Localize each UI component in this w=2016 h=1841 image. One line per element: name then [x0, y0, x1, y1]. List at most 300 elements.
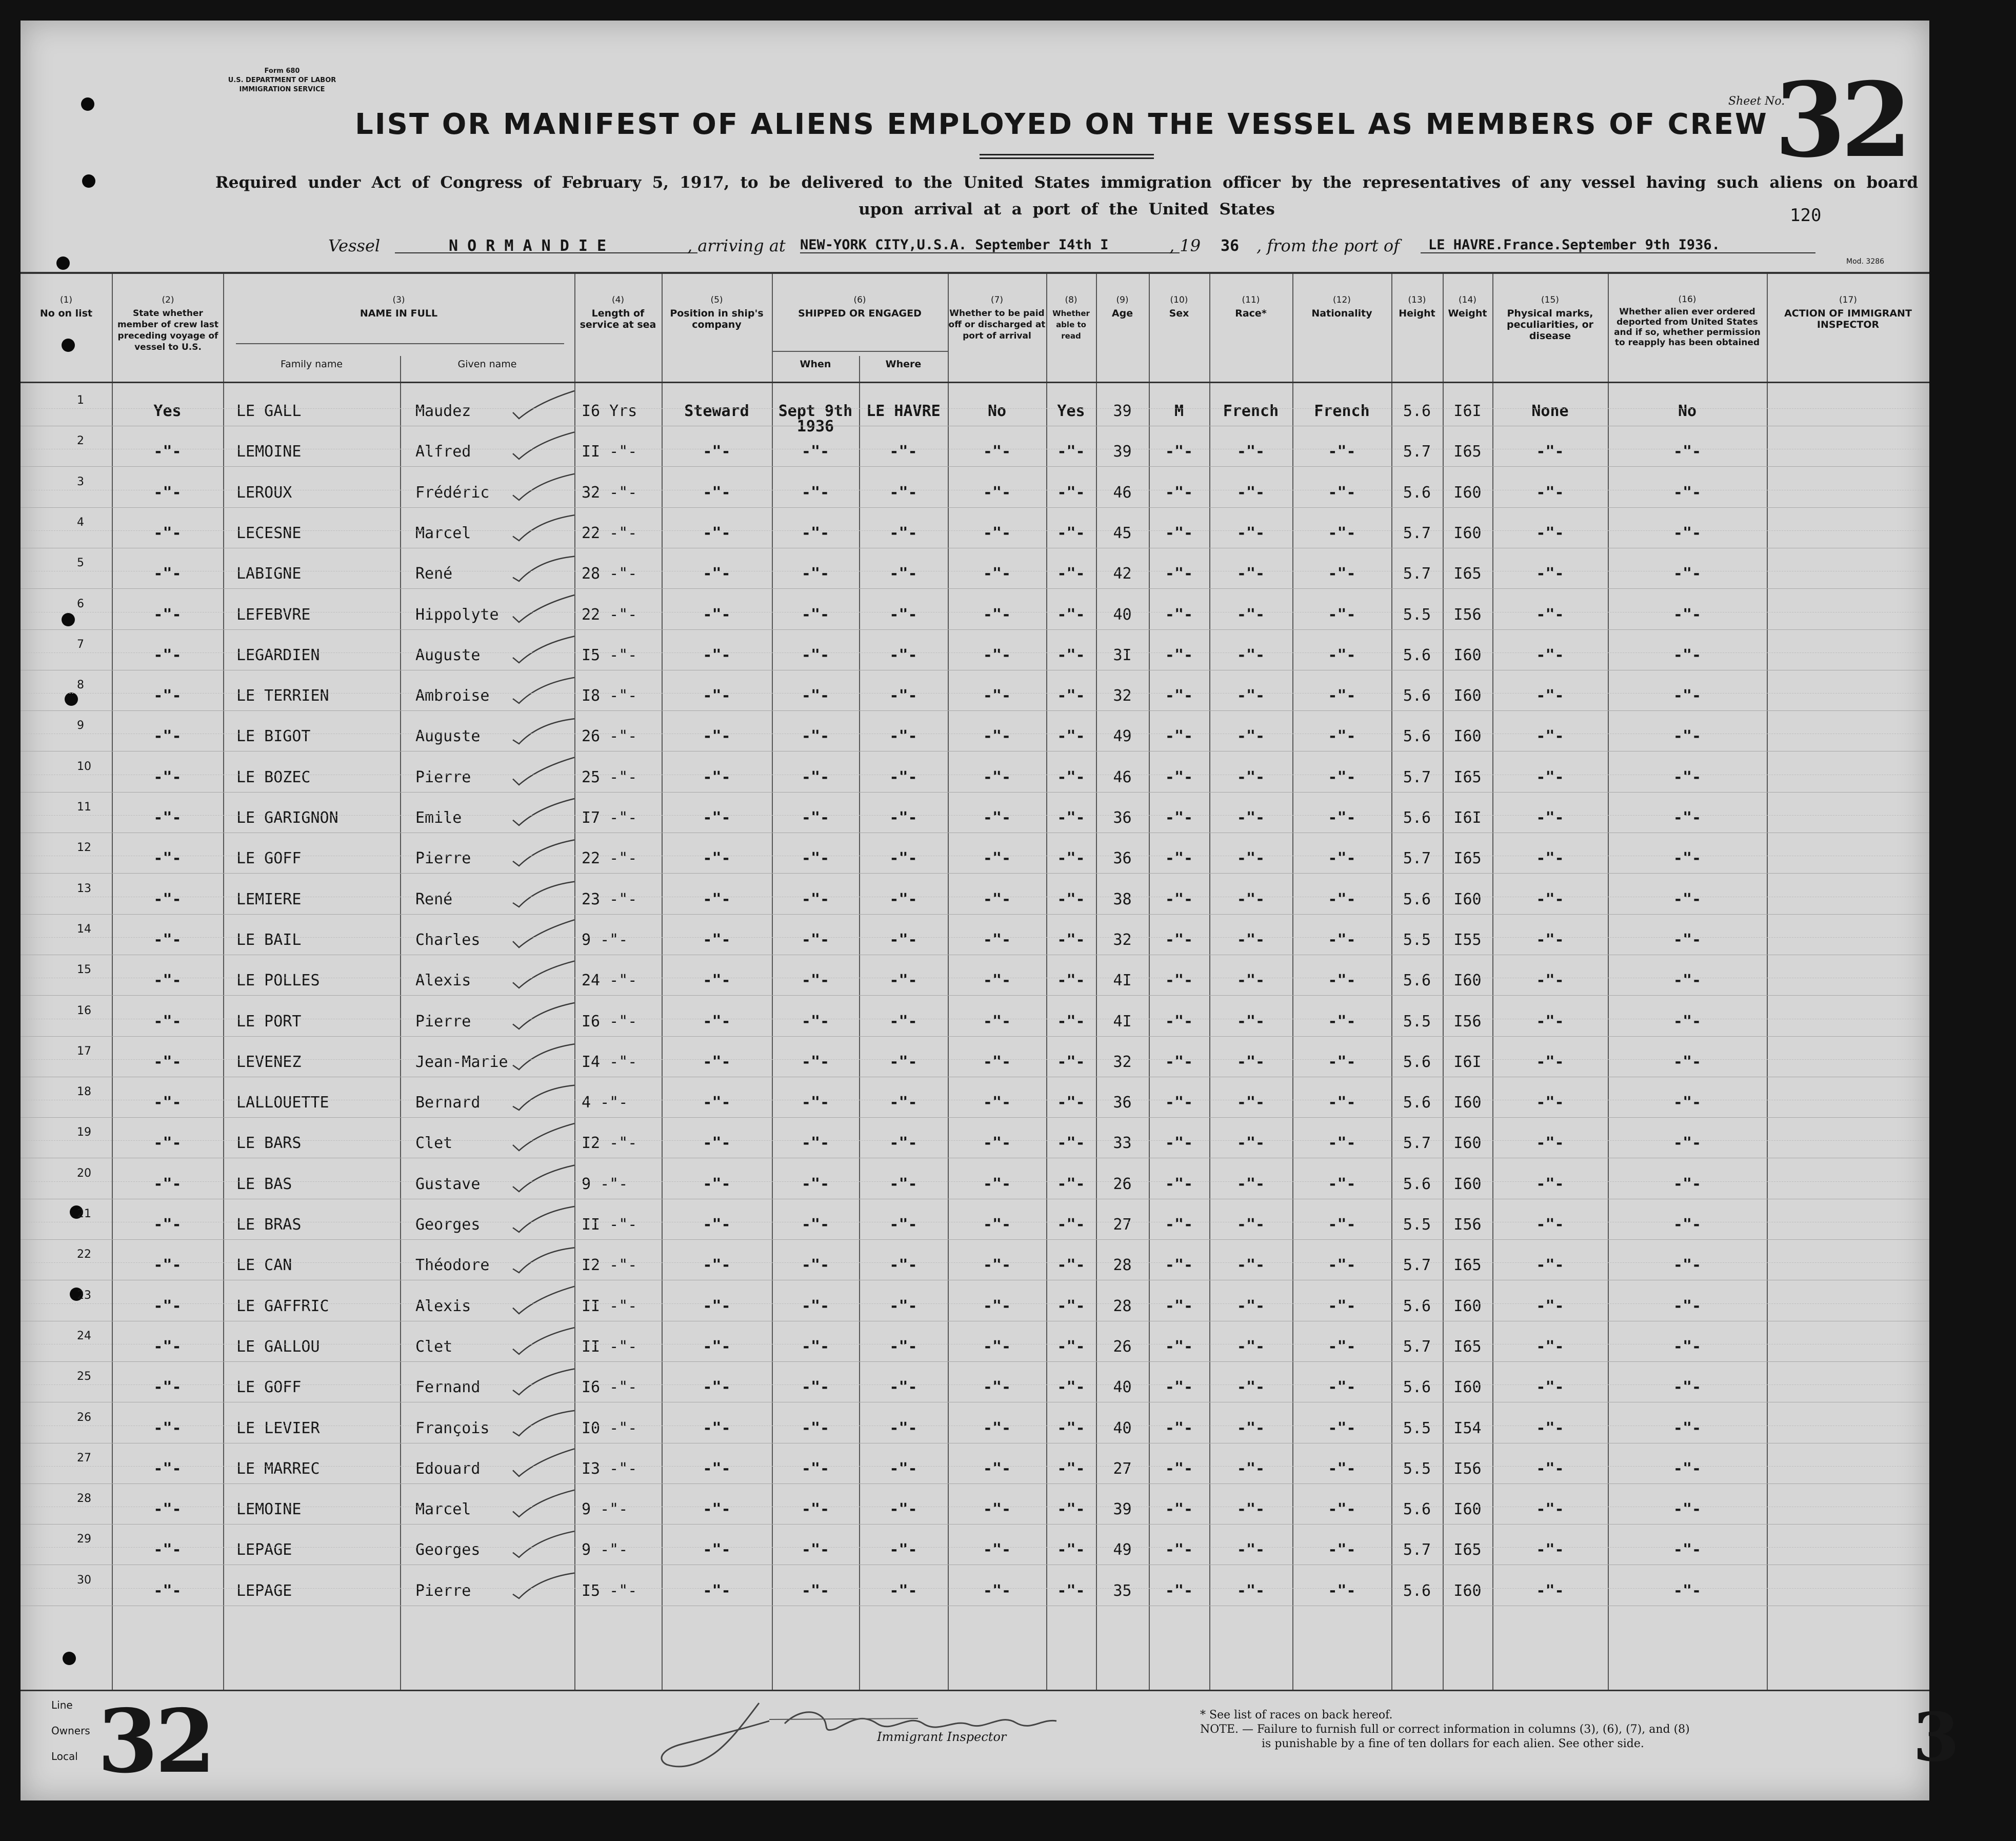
table-row	[21, 839, 1929, 880]
line-number: 28	[77, 1492, 91, 1506]
position: -"-	[703, 565, 731, 583]
length-of-service: 4 -"-	[582, 1094, 628, 1112]
position: -"-	[703, 1581, 731, 1600]
given-name: Fernand	[415, 1378, 481, 1397]
inspector-check-mark	[508, 1160, 580, 1196]
weight: I55	[1453, 931, 1482, 949]
weight: I60	[1453, 1581, 1482, 1600]
position: -"-	[703, 1094, 731, 1112]
able-to-read: -"-	[1057, 1053, 1085, 1071]
footnote-penalty-1: NOTE. — Failure to furnish full or correct information in columns (3), (6), (7), and (8)	[1200, 1723, 1690, 1736]
family-name: LECESNE	[236, 524, 302, 542]
family-name: LE PORT	[236, 1012, 302, 1031]
age: 42	[1113, 565, 1132, 583]
able-to-read: -"-	[1057, 727, 1085, 746]
header-age: (9) Age	[1111, 295, 1133, 319]
family-name: LE GALLOU	[236, 1337, 320, 1356]
physical-marks: -"-	[1536, 1094, 1564, 1112]
deportation-status: -"-	[1673, 565, 1702, 583]
previous-voyage: -"-	[153, 443, 182, 461]
height: 5.7	[1403, 1541, 1431, 1559]
shipped-where: -"-	[889, 849, 917, 868]
race: -"-	[1236, 1541, 1265, 1559]
nationality: -"-	[1328, 1541, 1356, 1559]
given-name: Alfred	[415, 443, 471, 461]
nationality: -"-	[1328, 1500, 1356, 1519]
shipped-when: -"-	[801, 849, 830, 868]
line-number: 19	[77, 1126, 91, 1139]
family-name: LEGARDIEN	[236, 646, 320, 664]
race: -"-	[1236, 1216, 1265, 1234]
nationality: -"-	[1328, 565, 1356, 583]
previous-voyage: -"-	[153, 890, 182, 908]
deportation-status: -"-	[1673, 890, 1702, 908]
year-suffix: 36	[1221, 237, 1240, 255]
previous-voyage: -"-	[153, 605, 182, 624]
able-to-read: -"-	[1057, 1134, 1085, 1153]
position: -"-	[703, 1297, 731, 1315]
paid-off: -"-	[983, 524, 1011, 542]
paid-off: No	[987, 402, 1007, 420]
table-row	[21, 961, 1929, 1002]
height: 5.6	[1403, 809, 1431, 827]
able-to-read: -"-	[1057, 605, 1085, 624]
table-row	[21, 799, 1929, 840]
age: 28	[1113, 1256, 1132, 1275]
given-name: Charles	[415, 931, 481, 949]
weight: I54	[1453, 1419, 1482, 1437]
shipped-when: -"-	[801, 890, 830, 908]
length-of-service: II -"-	[582, 443, 637, 461]
position: -"-	[703, 1337, 731, 1356]
previous-voyage: -"-	[153, 931, 182, 949]
deportation-status: No	[1678, 402, 1697, 420]
race: -"-	[1236, 1581, 1265, 1600]
service-name: IMMIGRATION SERVICE	[239, 86, 325, 93]
vessel-label: Vessel	[328, 236, 381, 255]
age: 27	[1113, 1216, 1132, 1234]
race: French	[1223, 402, 1279, 420]
nationality: -"-	[1328, 1297, 1356, 1315]
shipped-when: -"-	[801, 727, 830, 746]
weight: I56	[1453, 1216, 1482, 1234]
family-name: LEPAGE	[236, 1541, 292, 1559]
weight: I65	[1453, 1256, 1482, 1275]
deportation-status: -"-	[1673, 1378, 1702, 1397]
weight: I65	[1453, 1337, 1482, 1356]
table-row	[21, 921, 1929, 962]
age: 4I	[1113, 1012, 1132, 1031]
nationality: -"-	[1328, 972, 1356, 990]
form-number: Form 680	[264, 67, 300, 75]
sex: -"-	[1165, 1337, 1193, 1356]
previous-voyage: -"-	[153, 1216, 182, 1234]
age: 32	[1113, 687, 1132, 705]
paid-off: -"-	[983, 483, 1011, 502]
family-name: LE BARS	[236, 1134, 302, 1153]
shipped-where: -"-	[889, 1134, 917, 1153]
paid-off: -"-	[983, 931, 1011, 949]
inspector-check-mark	[508, 1526, 580, 1561]
shipped-where: -"-	[889, 524, 917, 542]
manifest-sheet	[21, 21, 1960, 1800]
inspector-check-mark	[508, 1241, 580, 1277]
shipped-when: -"-	[801, 1216, 830, 1234]
inspector-check-mark	[508, 834, 580, 870]
nationality: -"-	[1328, 605, 1356, 624]
able-to-read: -"-	[1057, 1459, 1085, 1478]
weight: I56	[1453, 1459, 1482, 1478]
length-of-service: I6 Yrs	[582, 402, 637, 420]
able-to-read: -"-	[1057, 1012, 1085, 1031]
sex: -"-	[1165, 483, 1193, 502]
shipped-when: -"-	[801, 1419, 830, 1437]
deportation-status: -"-	[1673, 443, 1702, 461]
table-row	[21, 758, 1929, 799]
deportation-status: -"-	[1673, 524, 1702, 542]
given-name: Pierre	[415, 849, 471, 868]
previous-voyage: -"-	[153, 1378, 182, 1397]
given-name: Clet	[415, 1337, 453, 1356]
sheet-label: Sheet No.	[1728, 95, 1785, 108]
length-of-service: 26 -"-	[582, 727, 637, 746]
height: 5.7	[1403, 565, 1431, 583]
physical-marks: -"-	[1536, 1500, 1564, 1519]
inspector-check-mark	[508, 1282, 580, 1318]
position: -"-	[703, 890, 731, 908]
age: 39	[1113, 402, 1132, 420]
shipped-where: -"-	[889, 768, 917, 786]
age: 28	[1113, 1297, 1132, 1315]
length-of-service: 22 -"-	[582, 849, 637, 868]
given-name: Alexis	[415, 1297, 471, 1315]
nationality: -"-	[1328, 849, 1356, 868]
deportation-status: -"-	[1673, 1012, 1702, 1031]
shipped-where: -"-	[889, 1216, 917, 1234]
table-row	[21, 1083, 1929, 1124]
age: 49	[1113, 727, 1132, 746]
shipped-when: -"-	[801, 443, 830, 461]
mod-number: Mod. 3286	[1846, 258, 1885, 266]
punch-hole	[82, 174, 95, 188]
from-port-label: , from the port of	[1256, 236, 1400, 255]
header-physical-marks: (15) Physical marks, peculiarities, or disease	[1506, 295, 1594, 342]
length-of-service: 23 -"-	[582, 890, 637, 908]
line-number: 5	[77, 557, 84, 570]
previous-voyage: -"-	[153, 1459, 182, 1478]
voyage-line	[21, 231, 1929, 262]
given-name: Hippolyte	[415, 605, 499, 624]
position: -"-	[703, 1012, 731, 1031]
physical-marks: -"-	[1536, 727, 1564, 746]
height: 5.6	[1403, 727, 1431, 746]
physical-marks: -"-	[1536, 565, 1564, 583]
race: -"-	[1236, 1337, 1265, 1356]
length-of-service: 32 -"-	[582, 483, 637, 502]
inspector-check-mark	[508, 875, 580, 911]
previous-voyage: -"-	[153, 687, 182, 705]
able-to-read: -"-	[1057, 931, 1085, 949]
line-number: 27	[77, 1451, 91, 1464]
line-number: 29	[77, 1533, 91, 1546]
paid-off: -"-	[983, 1012, 1011, 1031]
line-number: 18	[77, 1085, 91, 1099]
length-of-service: 9 -"-	[582, 1500, 628, 1519]
position: -"-	[703, 1459, 731, 1478]
line-number: 30	[77, 1573, 91, 1587]
family-name: LE CAN	[236, 1256, 292, 1275]
age: 46	[1113, 483, 1132, 502]
age: 32	[1113, 1053, 1132, 1071]
shipped-where: -"-	[889, 1094, 917, 1112]
given-name: Alexis	[415, 972, 471, 990]
inspector-check-mark	[508, 1078, 580, 1114]
physical-marks: -"-	[1536, 605, 1564, 624]
deportation-status: -"-	[1673, 1134, 1702, 1153]
given-name: René	[415, 890, 453, 908]
given-name: Auguste	[415, 727, 481, 746]
given-name: Georges	[415, 1216, 481, 1234]
weight: I60	[1453, 727, 1482, 746]
height: 5.5	[1403, 1216, 1431, 1234]
table-row	[21, 596, 1929, 637]
line-number: 6	[77, 597, 84, 610]
height: 5.6	[1403, 1297, 1431, 1315]
deportation-status: -"-	[1673, 849, 1702, 868]
departure-port-date: LE HAVRE.France.September 9th I936.	[1428, 237, 1720, 253]
previous-voyage: -"-	[153, 972, 182, 990]
header-deportation: (16) Whether alien ever ordered deported from United States and if so, whether permission to reapply has been obtained	[1614, 294, 1761, 348]
physical-marks: -"-	[1536, 443, 1564, 461]
race: -"-	[1236, 890, 1265, 908]
shipped-when: -"-	[801, 1134, 830, 1153]
weight: I65	[1453, 1541, 1482, 1559]
paid-off: -"-	[983, 1134, 1011, 1153]
line-number: 24	[77, 1329, 91, 1342]
inspector-check-mark	[508, 509, 580, 545]
sex: -"-	[1165, 727, 1193, 746]
height: 5.6	[1403, 1175, 1431, 1193]
length-of-service: I5 -"-	[582, 1581, 637, 1600]
deportation-status: -"-	[1673, 646, 1702, 664]
age: 46	[1113, 768, 1132, 786]
age: 27	[1113, 1459, 1132, 1478]
owners-label: Owners	[51, 1725, 90, 1737]
race: -"-	[1236, 1053, 1265, 1071]
nationality: -"-	[1328, 483, 1356, 502]
height: 5.6	[1403, 1053, 1431, 1071]
family-name: LEFEBVRE	[236, 605, 311, 624]
able-to-read: -"-	[1057, 1337, 1085, 1356]
family-name: LE BOZEC	[236, 768, 311, 786]
height: 5.6	[1403, 1581, 1431, 1600]
header-given-name: Given name	[457, 359, 517, 370]
footnote	[1200, 1708, 1690, 1751]
physical-marks: -"-	[1536, 809, 1564, 827]
line-number: 11	[77, 801, 91, 814]
previous-voyage: -"-	[153, 768, 182, 786]
family-name: LE TERRIEN	[236, 687, 329, 705]
physical-marks: -"-	[1536, 524, 1564, 542]
able-to-read: -"-	[1057, 483, 1085, 502]
table-row	[21, 636, 1929, 677]
document-title: LIST OR MANIFEST OF ALIENS EMPLOYED ON THE VESSEL AS MEMBERS OF CREW	[355, 108, 1768, 141]
position: -"-	[703, 1256, 731, 1275]
nationality: -"-	[1328, 1012, 1356, 1031]
race: -"-	[1236, 1297, 1265, 1315]
header-race: (11) Race*	[1235, 295, 1267, 319]
shipped-where: -"-	[889, 1337, 917, 1356]
nationality: -"-	[1328, 687, 1356, 705]
previous-voyage: -"-	[153, 809, 182, 827]
sex: -"-	[1165, 1216, 1193, 1234]
height: 5.6	[1403, 1094, 1431, 1112]
nationality: -"-	[1328, 1053, 1356, 1071]
previous-voyage: -"-	[153, 849, 182, 868]
nationality: -"-	[1328, 1175, 1356, 1193]
previous-voyage: -"-	[153, 1500, 182, 1519]
length-of-service: I8 -"-	[582, 687, 637, 705]
paid-off: -"-	[983, 565, 1011, 583]
family-name: LE GOFF	[236, 1378, 302, 1397]
shipped-where: -"-	[889, 890, 917, 908]
line-number: 15	[77, 963, 91, 977]
shipped-where: -"-	[889, 1581, 917, 1600]
sex: -"-	[1165, 809, 1193, 827]
table-row	[21, 1328, 1929, 1369]
inspector-check-mark	[508, 956, 580, 992]
previous-voyage: -"-	[153, 1012, 182, 1031]
previous-voyage: Yes	[153, 402, 182, 420]
table-row	[21, 717, 1929, 758]
race: -"-	[1236, 1012, 1265, 1031]
position: -"-	[703, 972, 731, 990]
paid-off: -"-	[983, 1175, 1011, 1193]
family-name: LE POLLES	[236, 972, 320, 990]
shipped-when-year: 1936	[796, 418, 834, 435]
paid-off: -"-	[983, 1297, 1011, 1315]
deportation-status: -"-	[1673, 768, 1702, 786]
sheet-number: 32	[1774, 60, 1907, 181]
given-name: Gustave	[415, 1175, 481, 1193]
weight: I65	[1453, 768, 1482, 786]
shipped-when: -"-	[801, 1175, 830, 1193]
paid-off: -"-	[983, 972, 1011, 990]
nationality: -"-	[1328, 1581, 1356, 1600]
previous-voyage: -"-	[153, 1419, 182, 1437]
title-rule	[980, 154, 1154, 159]
age: 36	[1113, 849, 1132, 868]
inspector-check-mark	[508, 794, 580, 829]
height: 5.7	[1403, 524, 1431, 542]
sex: -"-	[1165, 646, 1193, 664]
deportation-status: -"-	[1673, 1500, 1702, 1519]
age: 49	[1113, 1541, 1132, 1559]
given-name: Frédéric	[415, 483, 490, 502]
header-height: (13) Height	[1399, 295, 1435, 319]
inspector-check-mark	[508, 1200, 580, 1236]
position: -"-	[703, 1541, 731, 1559]
physical-marks: -"-	[1536, 972, 1564, 990]
shipped-when: -"-	[801, 524, 830, 542]
shipped-where: -"-	[889, 1256, 917, 1275]
shipped-where: -"-	[889, 1500, 917, 1519]
sex: -"-	[1165, 972, 1193, 990]
header-paid-off: (7) Whether to be paid off or discharged at port of arrival	[948, 295, 1046, 341]
deportation-status: -"-	[1673, 1297, 1702, 1315]
line-number: 22	[77, 1248, 91, 1261]
given-name: Edouard	[415, 1459, 481, 1478]
physical-marks: -"-	[1536, 1419, 1564, 1437]
age: 35	[1113, 1581, 1132, 1600]
table-row	[21, 1490, 1929, 1531]
deportation-status: -"-	[1673, 809, 1702, 827]
deportation-status: -"-	[1673, 1216, 1702, 1234]
shipped-when: -"-	[801, 1297, 830, 1315]
nationality: -"-	[1328, 1419, 1356, 1437]
nationality: -"-	[1328, 890, 1356, 908]
paid-off: -"-	[983, 1378, 1011, 1397]
position: -"-	[703, 687, 731, 705]
header-sex: (10) Sex	[1169, 295, 1189, 319]
weight: I60	[1453, 890, 1482, 908]
line-number: 23	[77, 1289, 91, 1302]
line-number: 21	[77, 1207, 91, 1220]
inspector-check-mark	[508, 916, 580, 952]
shipped-where: -"-	[889, 565, 917, 583]
table-row	[21, 1043, 1929, 1084]
inspector-check-mark	[508, 590, 580, 626]
height: 5.6	[1403, 483, 1431, 502]
age: 26	[1113, 1175, 1132, 1193]
shipped-when: -"-	[801, 1012, 830, 1031]
table-row	[21, 1531, 1929, 1572]
deportation-status: -"-	[1673, 1419, 1702, 1437]
weight: I65	[1453, 565, 1482, 583]
arriving-label: , arriving at	[687, 236, 786, 255]
previous-voyage: -"-	[153, 1175, 182, 1193]
given-name: Clet	[415, 1134, 453, 1153]
table-row	[21, 880, 1929, 921]
physical-marks: -"-	[1536, 1256, 1564, 1275]
position: -"-	[703, 768, 731, 786]
physical-marks: None	[1531, 402, 1569, 420]
local-label: Local	[51, 1750, 78, 1763]
shipped-where: -"-	[889, 443, 917, 461]
inspector-check-mark	[508, 1404, 580, 1440]
able-to-read: -"-	[1057, 890, 1085, 908]
race: -"-	[1236, 727, 1265, 746]
year-prefix: , 19	[1169, 236, 1201, 255]
line-number: 13	[77, 882, 91, 895]
table-row	[21, 1246, 1929, 1287]
race: -"-	[1236, 1459, 1265, 1478]
age: 39	[1113, 1500, 1132, 1519]
height: 5.5	[1403, 1459, 1431, 1478]
weight: I56	[1453, 1012, 1482, 1031]
age: 40	[1113, 1378, 1132, 1397]
physical-marks: -"-	[1536, 1012, 1564, 1031]
sex: -"-	[1165, 687, 1193, 705]
deportation-status: -"-	[1673, 972, 1702, 990]
shipped-where: -"-	[889, 1378, 917, 1397]
paid-off: -"-	[983, 1337, 1011, 1356]
physical-marks: -"-	[1536, 931, 1564, 949]
family-name: LABIGNE	[236, 565, 302, 583]
race: -"-	[1236, 972, 1265, 990]
shipped-where: -"-	[889, 972, 917, 990]
given-name: Pierre	[415, 768, 471, 786]
